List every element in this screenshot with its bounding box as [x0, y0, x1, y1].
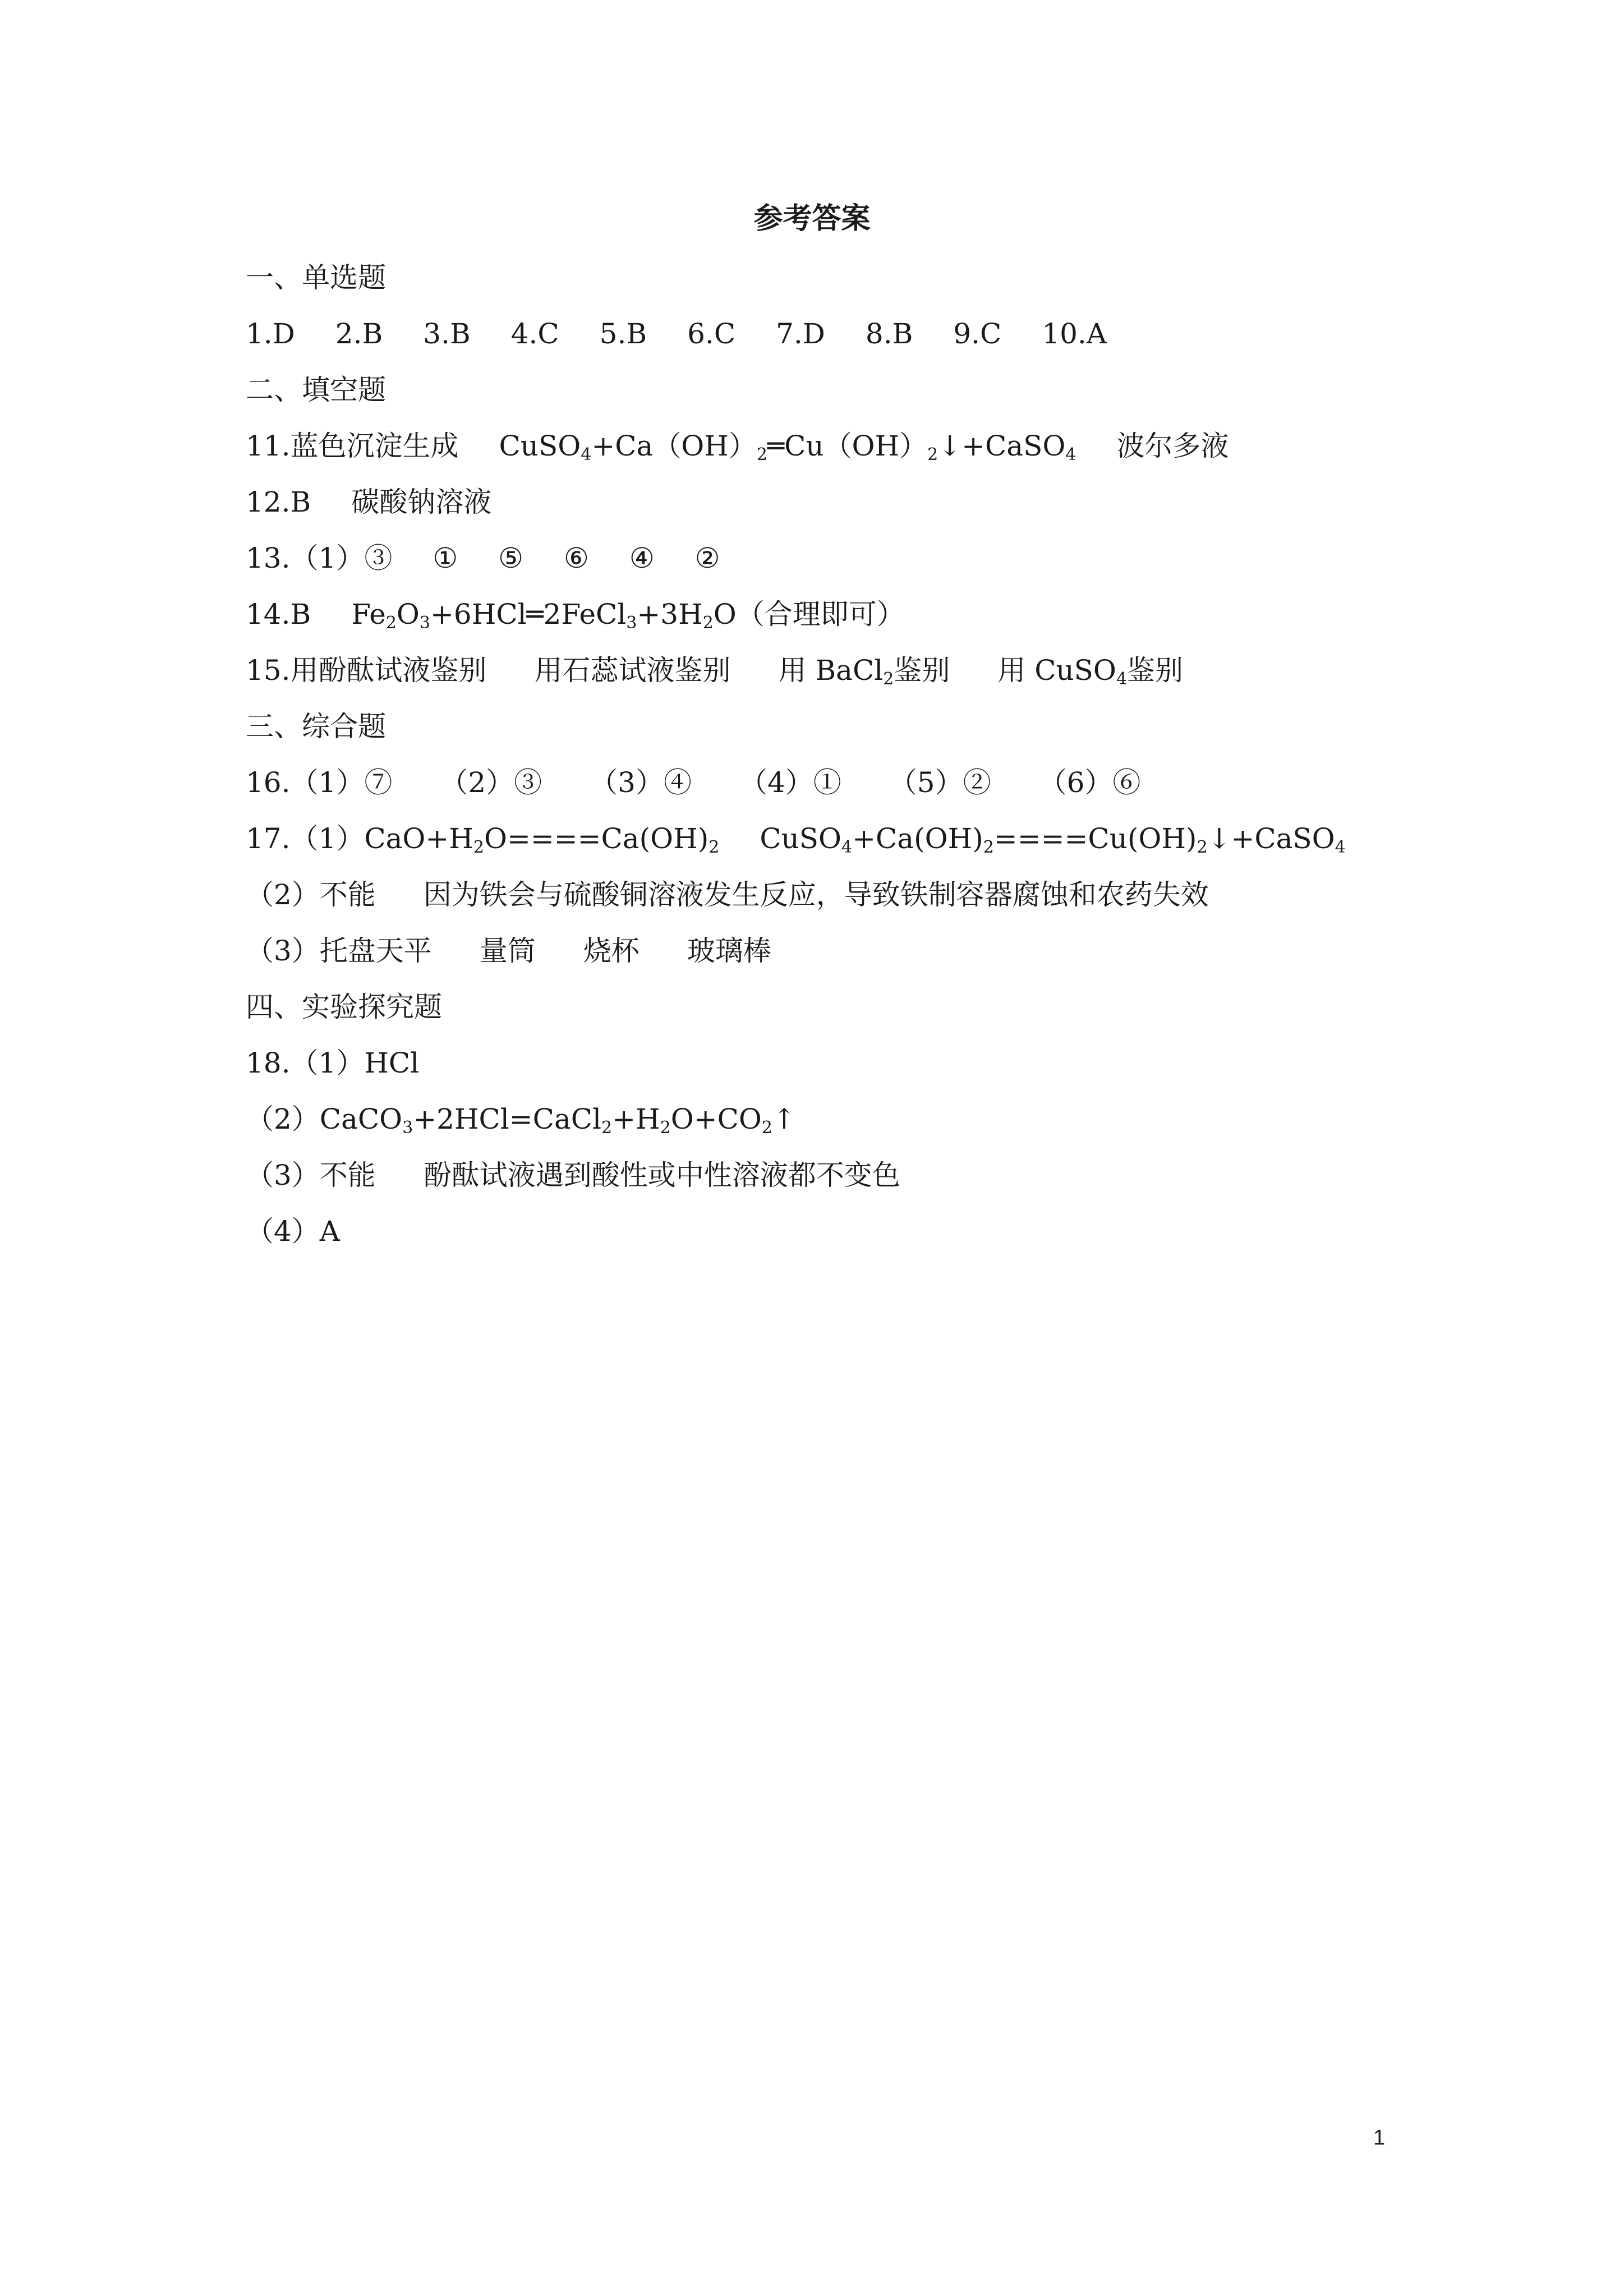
mc-answer: 2.B: [335, 318, 383, 350]
answer-11: 11.蓝色沉淀生成 $CuSO_4+Ca(OH)_2═Cu(OH)_2↓+CaSO_4$ 波尔多液: [246, 430, 1229, 464]
mc-answer: 3.B: [423, 318, 471, 350]
section-heading-1: 一、单选题: [246, 261, 386, 294]
answer-14: 14.B $Fe_2O_3+6HCl═2FeCl_3+3H_2O$（合理即可）: [246, 598, 905, 633]
answer-18-part-2: [246, 1091, 1424, 1147]
answer-18-part-1: 18.（1）HCl: [246, 1047, 420, 1079]
answer-17-part-1: [246, 811, 1424, 867]
section-heading-4: 四、实验探究题: [246, 991, 442, 1023]
page-title: 参考答案: [753, 201, 871, 236]
mc-answer: 9.C: [953, 318, 1002, 350]
answer-18-part-4: （4）A: [246, 1215, 340, 1248]
answer-17-part-2: （2）不能 因为铁会与硫酸铜溶液发生反应，导致铁制容器腐蚀和农药失效: [246, 878, 1209, 911]
mc-answer: 6.C: [687, 318, 736, 350]
mc-answer: 5.B: [599, 318, 647, 350]
mc-answer: 7.D: [776, 318, 825, 350]
answer-18-part-3: （3）不能 酚酞试液遇到酸性或中性溶液都不变色: [246, 1159, 900, 1191]
answer-12: 12.B 碳酸钠溶液: [246, 486, 492, 518]
answer-15: 15.用酚酞试液鉴别 用石蕊试液鉴别 用 BaCl$_2$鉴别 用 CuSO$_4$鉴别: [246, 654, 1184, 689]
multiple-choice-answers: [246, 306, 1424, 362]
mc-answer: 8.B: [865, 318, 913, 350]
answer-16: 16.（1）⑦ （2）③ （3）④ （4）① （5）② （6）⑥: [246, 766, 1141, 799]
answer-13: 13.（1）③ ① ⑤ ⑥ ④ ②: [246, 542, 720, 574]
answer-17-part-3: （3）托盘天平 量筒 烧杯 玻璃棒: [246, 935, 771, 967]
equation: $CuSO_4+Ca(OH)_2====Cu(OH)_2↓+CaSO_4$: [760, 822, 1346, 857]
answer-content: [246, 250, 1424, 1259]
mc-answer: 4.C: [510, 318, 559, 350]
section-heading-2: 二、填空题: [246, 374, 386, 406]
equation: $17.(1)CaO+H_2O====Ca(OH)_2$: [246, 822, 720, 857]
equation: $(2)CaCO_3+2HCl=CaCl_2+H_2O+CO_2↑$: [246, 1103, 796, 1138]
section-heading-3: 三、综合题: [246, 710, 386, 743]
mc-answer: 1.D: [246, 318, 295, 350]
mc-answer: 10.A: [1042, 318, 1107, 350]
equation: $CuSO_4+Ca(OH)_2═Cu(OH)_2↓+CaSO_4$: [499, 430, 1076, 464]
equation: $Fe_2O_3+6HCl═2FeCl_3+3H_2O$（合理即可）: [351, 598, 905, 633]
page-number: 1: [1373, 2126, 1386, 2150]
